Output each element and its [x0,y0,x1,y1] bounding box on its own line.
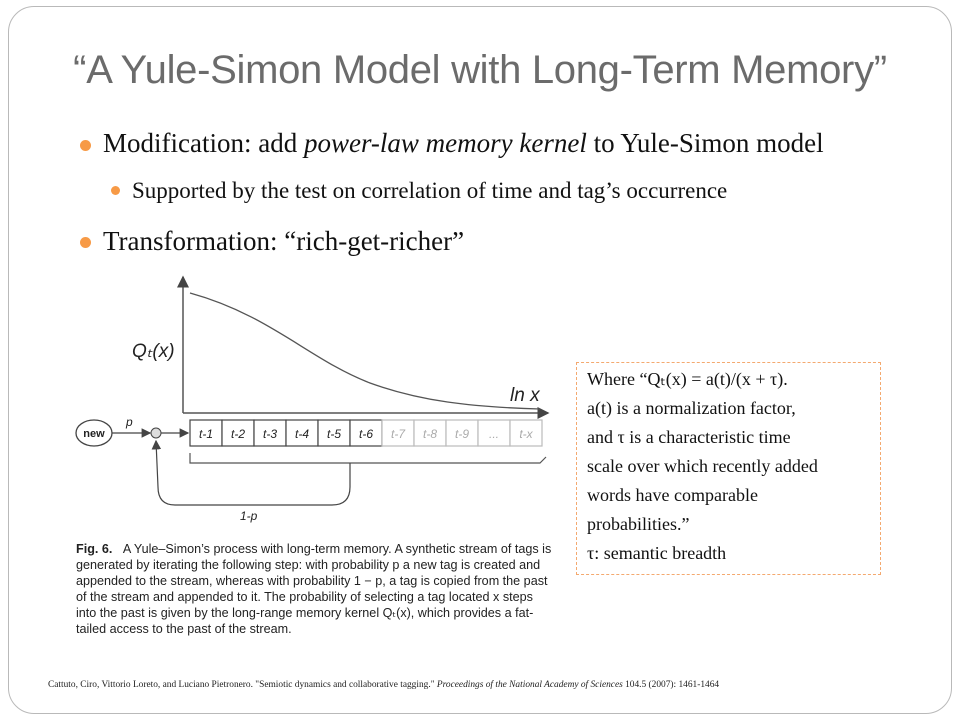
note-line: and τ is a characteristic time [587,427,791,447]
note-line: words have comparable [587,485,758,505]
stream-cell-label: t-1 [198,427,214,441]
citation-journal: Proceedings of the National Academy of Sciences [436,680,623,690]
note-line: Where “Qₜ(x) = a(t)/(x + τ). [587,369,788,389]
citation-text: Cattuto, Ciro, Vittorio Loreto, and Luciano Pietronero. "Semiotic dynamics and collaborative tagging." [48,680,437,690]
stream-cell-label: t-6 [358,427,374,441]
citation-tail: 104.5 (2007): 1461-1464 [622,680,720,690]
note-line: probabilities.” [587,514,690,534]
tag-stream [190,420,542,446]
caption-text: A Yule–Simon’s process with long-term memory. A synthetic stream of tags is generated by iterating the following step: with probability p a new tag is created and appended to the stream, whereas with probability 1 − p, a tag is copied from the past of the stream and appended to it. The probability of selecting a tag located x steps into the past is given by the long-range memory kernel Qₜ(x), which provides a fat-tailed access to the past of the stream. [76,542,552,636]
caption-prefix: Fig. 6. [76,542,113,556]
bullet-transformation: Transformation: “rich-get-richer” [103,226,465,256]
note-line: τ: semantic breadth [587,543,727,563]
stream-bracket [190,453,546,463]
stream-cell-label: t-7 [390,427,406,441]
stream-cell-label: t-5 [326,427,342,441]
figure-caption [76,541,556,637]
note-line: a(t) is a normalization factor, [587,398,796,418]
bullet-dot [80,237,91,248]
p-label: p [126,415,133,429]
stream-cell-label: t-4 [294,427,310,441]
sub-bullet-supported: Supported by the test on correlation of time and tag’s occurrence [132,178,728,203]
stream-cell-label: t-8 [422,427,438,441]
stream-cell-label: t-9 [454,427,470,441]
bullet-dot [80,140,91,151]
x-axis-label: ln x [510,385,540,406]
citation [48,680,719,690]
one-minus-p-label: 1-p [240,509,258,523]
stream-cell-label: ... [488,427,500,441]
yule-simon-figure [70,265,560,665]
memory-kernel-curve [190,293,540,409]
sub-bullet-dot [111,186,120,195]
y-axis-label: Qₜ(x) [132,341,175,362]
note-line: scale over which recently added [587,456,818,476]
bullet-suffix: to Yule-Simon model [586,128,824,158]
bullet-emphasis: power-law memory kernel [303,128,587,158]
bullet-prefix: Modification: add [103,128,304,158]
junction-node [151,428,161,438]
slide-title: “A Yule-Simon Model with Long-Term Memory” [73,48,887,92]
stream-cell-label: t-2 [230,427,246,441]
bullet-modification [103,128,824,159]
feedback-loop [156,441,350,505]
stream-cell-label: t-3 [262,427,278,441]
definition-note [576,362,881,575]
new-label: new [83,428,105,440]
stream-cell-label: t-x [519,427,533,441]
